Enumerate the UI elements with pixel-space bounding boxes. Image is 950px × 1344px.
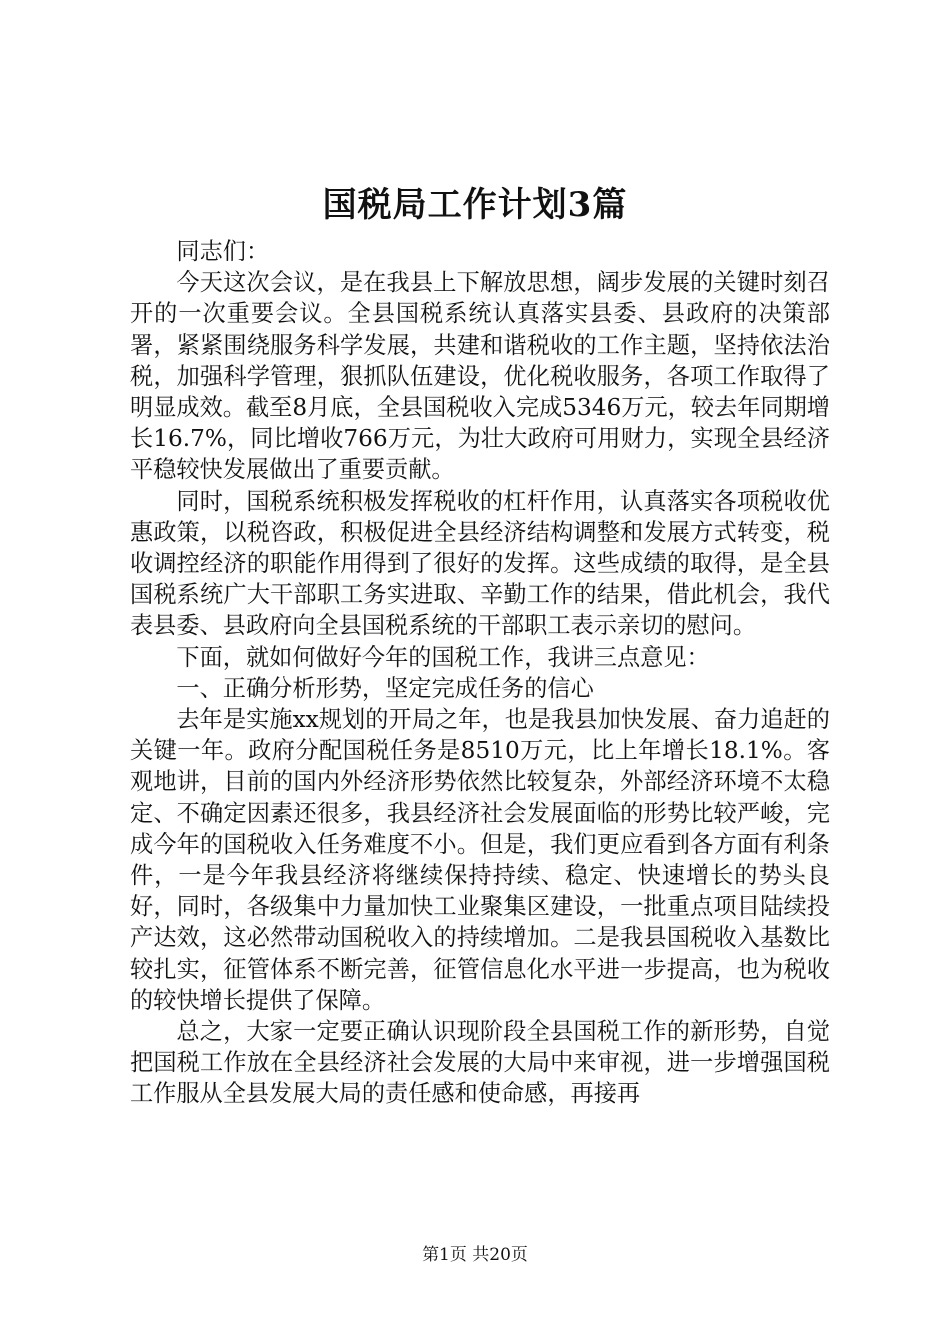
- section-heading: 一、正确分析形势，坚定完成任务的信心: [176, 674, 594, 702]
- body-paragraph: 去年是实施xx规划的开局之年，也是我县加快发展、奋力追赶的关键一年。政府分配国税任务是8510万元，比上年增长18.1%。客观地讲，目前的国内外经济形势依然比较复杂，外部经济环境不太稳定、不确定因素还很多，我县经济社会发展面临的形势比较严峻，完成今年的国税收入任务难度不小。但是，我们更应看到各方面有利条件，一是今年我县经济将继续保持持续、稳定、快速增长的势头良好，同时，各级集中力量加快工业聚集区建设，一批重点项目陆续投产达效，这必然带动国税收入的持续增加。二是我县国税收入基数比较扎实，征管体系不断完善，征管信息化水平进一步提高，也为税收的较快增长提供了保障。: [130, 706, 830, 1014]
- page-number-footer: 第1页 共20页: [422, 1245, 528, 1265]
- document-body: [130, 236, 830, 1110]
- salutation-paragraph: 同志们：: [176, 238, 270, 265]
- body-paragraph: 总之，大家一定要正确认识现阶段全县国税工作的新形势，自觉把国税工作放在全县经济社会发展的大局中来审视，进一步增强国税工作服从全县发展大局的责任感和使命感，再接再: [130, 1018, 830, 1108]
- body-paragraph: 今天这次会议，是在我县上下解放思想，阔步发展的关键时刻召开的一次重要会议。全县国税系统认真落实县委、县政府的决策部署，紧紧围绕服务科学发展，共建和谐税收的工作主题，坚持依法治税，加强科学管理，狠抓队伍建设，优化税收服务，各项工作取得了明显成效。截至8月底，全县国税收入完成5346万元，较去年同期增长16.7%，同比增收766万元，为壮大政府可用财力，实现全县经济平稳较快发展做出了重要贡献。: [130, 269, 830, 484]
- document-title: 国税局工作计划3篇: [322, 185, 628, 225]
- body-paragraph: 同时，国税系统积极发挥税收的杠杆作用，认真落实各项税收优惠政策，以税咨政，积极促进全县经济结构调整和发展方式转变，税收调控经济的职能作用得到了很好的发挥。这些成绩的取得，是全县国税系统广大干部职工务实进取、辛勤工作的结果，借此机会，我代表县委、县政府向全县国税系统的干部职工表示亲切的慰问。: [130, 487, 830, 640]
- body-paragraph: 下面，就如何做好今年的国税工作，我讲三点意见：: [176, 643, 710, 671]
